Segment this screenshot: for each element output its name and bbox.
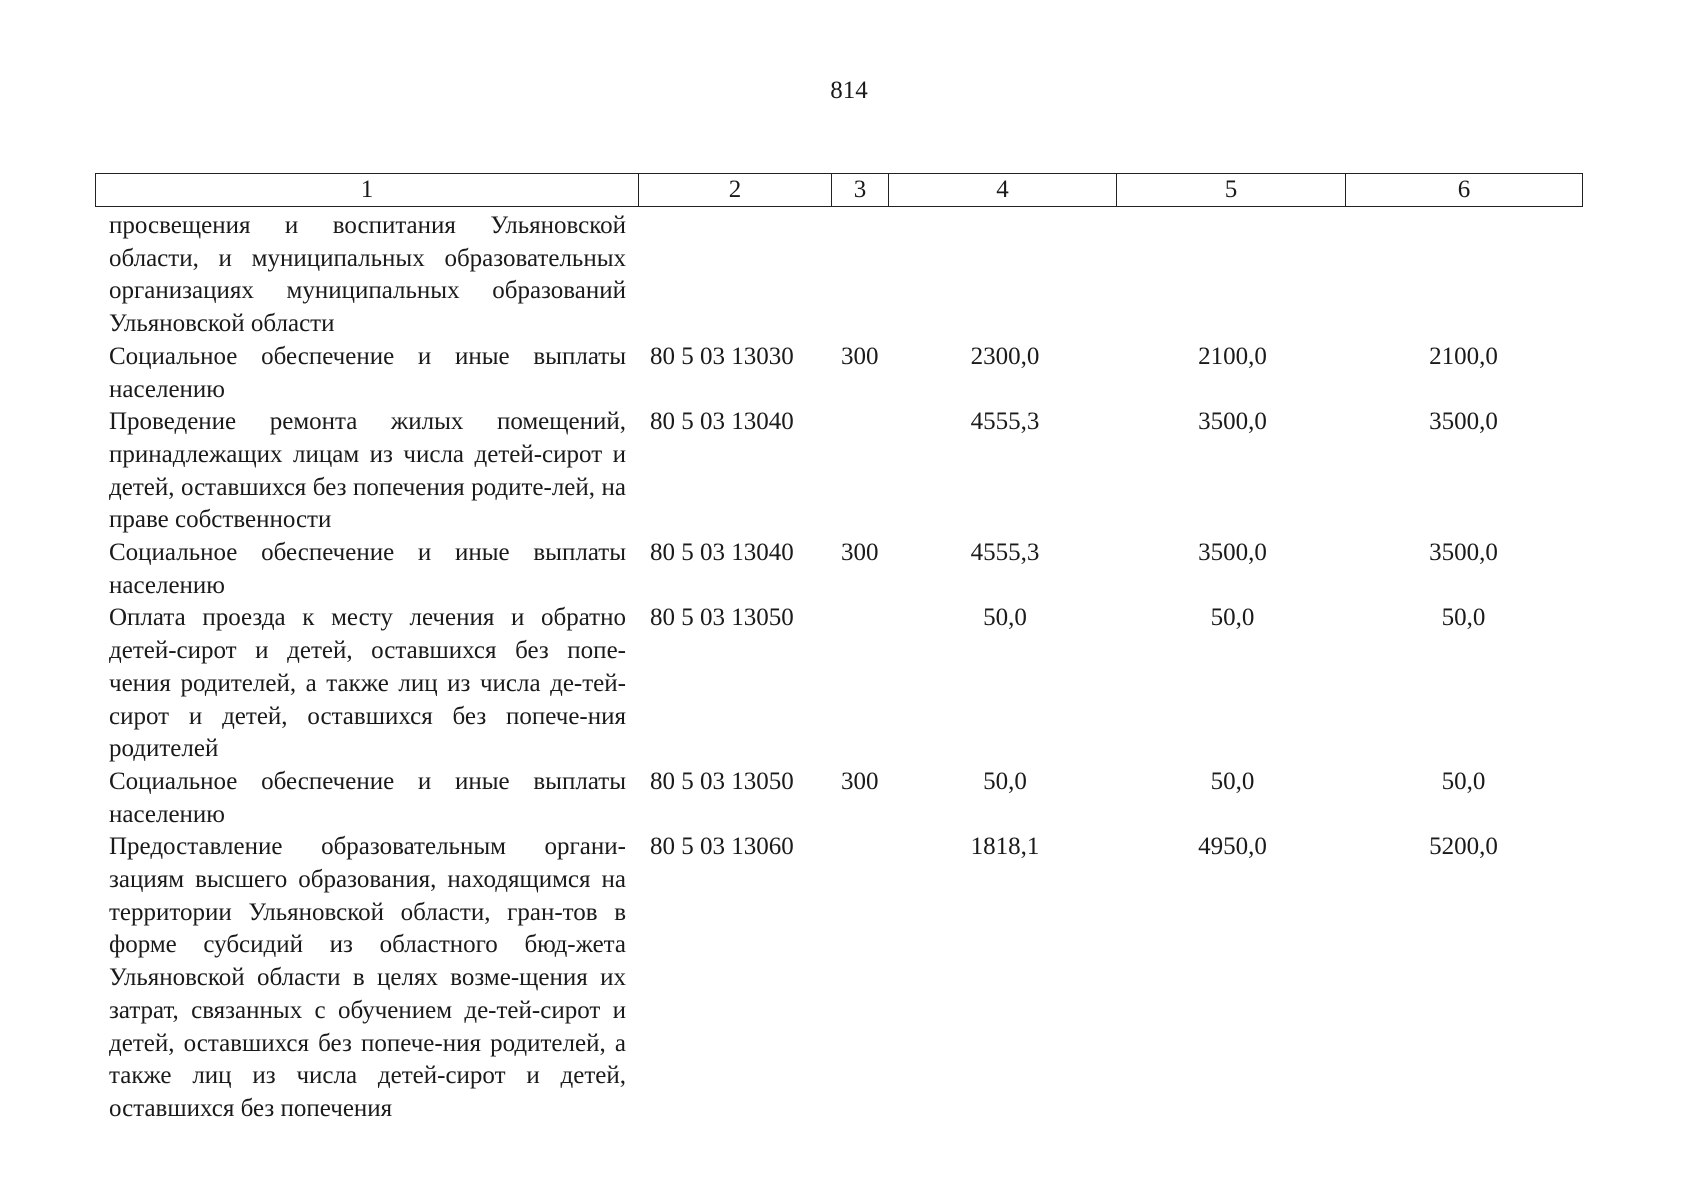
- row-value-col6: 3500,0: [1429, 408, 1498, 436]
- row-value-col4: 1818,1: [970, 833, 1040, 861]
- row-expense-type: 300: [841, 767, 879, 795]
- row-code: 80 5 03 13040: [650, 539, 794, 567]
- row-value-col4: 4555,3: [970, 539, 1040, 567]
- table-row: [95, 406, 1582, 537]
- row-expense-type: 300: [841, 342, 879, 370]
- row-code: 80 5 03 13050: [650, 767, 794, 795]
- row-value-col4: 4555,3: [970, 408, 1040, 436]
- table-row: [95, 210, 1582, 341]
- row-value-col6: 2100,0: [1429, 342, 1498, 370]
- row-value-col5: 3500,0: [1198, 539, 1267, 567]
- row-value-col5: 50,0: [1210, 604, 1255, 632]
- row-value-col4: 50,0: [983, 604, 1027, 632]
- row-value-col5: 3500,0: [1198, 408, 1267, 436]
- row-value-col5: 2100,0: [1198, 342, 1267, 370]
- column-header-3: 3: [832, 174, 889, 207]
- row-code: 80 5 03 13060: [650, 833, 794, 861]
- table-row: [95, 831, 1582, 1125]
- row-code: 80 5 03 13050: [650, 604, 794, 632]
- row-description: Проведение ремонта жилых помещений, принадлежащих лицам из числа детей-сирот и детей, оставшихся без попечения родите-​лей, на праве собственности: [109, 408, 626, 534]
- column-header-5: 5: [1117, 174, 1346, 207]
- table-row: [95, 766, 1582, 831]
- row-value-col6: 50,0: [1441, 604, 1486, 632]
- row-value-col6: 5200,0: [1429, 833, 1498, 861]
- row-value-col4: 50,0: [983, 767, 1027, 795]
- row-value-col6: 3500,0: [1429, 539, 1498, 567]
- row-code: 80 5 03 13030: [650, 342, 794, 370]
- column-header-6: 6: [1346, 174, 1583, 207]
- column-header-2: 2: [639, 174, 832, 207]
- row-code: 80 5 03 13040: [650, 408, 794, 436]
- column-header-row: [95, 173, 1583, 207]
- row-expense-type: 300: [841, 539, 879, 567]
- row-description: Социальное обеспечение и иные выплаты населению: [109, 539, 626, 599]
- row-description: Оплата проезда к месту лечения и обратно детей-сирот и детей, оставшихся без попе-​чения родителей, а также лиц из числа де-​тей-сирот и детей, оставшихся без попече-​ния родителей: [109, 604, 626, 763]
- row-value-col5: 4950,0: [1198, 833, 1267, 861]
- row-description: Социальное обеспечение и иные выплаты населению: [109, 342, 626, 403]
- row-description: Социальное обеспечение и иные выплаты населению: [109, 767, 626, 828]
- column-header-1: 1: [96, 174, 639, 207]
- table-body: [95, 210, 1582, 1126]
- row-value-col6: 50,0: [1441, 767, 1486, 795]
- row-description: Предоставление образовательным органи-​зациям высшего образования, находящимся на территории Ульяновской области, гран-​тов в форме субсидий из областного бюд-​жета Ульяновской области в целях возме-​щения их затрат, связанных с обучением де-​тей-сирот и детей, оставшихся без попече-​ния родителей, а также лиц из числа детей-​сирот и детей, оставшихся без попечения: [109, 833, 626, 1122]
- table-row: [95, 602, 1582, 766]
- row-description: просвещения и воспитания Ульяновской области, и муниципальных образовательных организациях муниципальных образований Ульяновской области: [109, 212, 626, 338]
- column-header-4: 4: [889, 174, 1117, 207]
- page-number: 814: [830, 77, 868, 104]
- table-row: [95, 341, 1582, 406]
- row-value-col5: 50,0: [1210, 767, 1255, 795]
- table-row: [95, 537, 1582, 602]
- row-value-col4: 2300,0: [970, 342, 1040, 370]
